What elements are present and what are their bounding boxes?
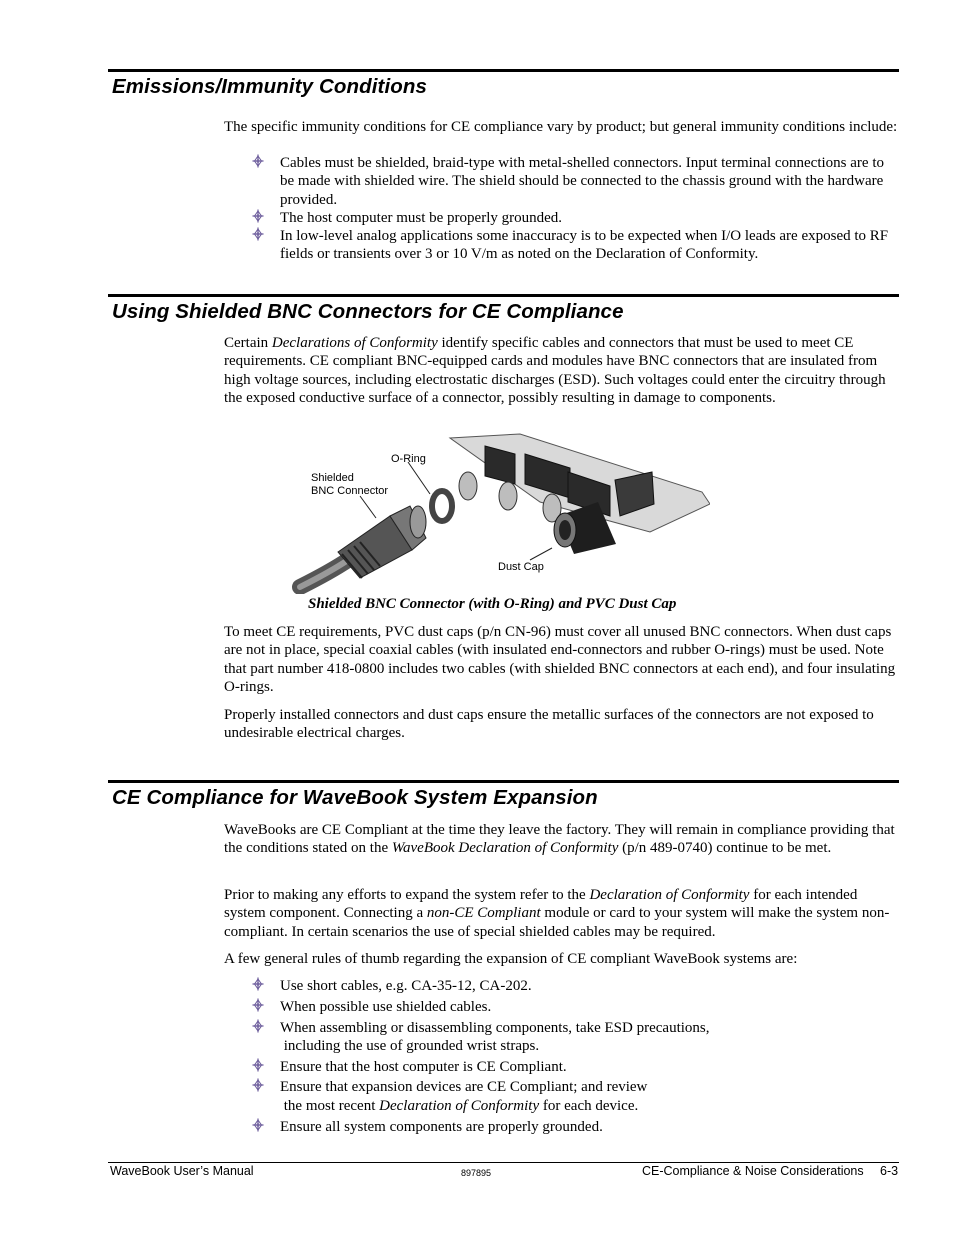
list-item-text: Ensure that expansion devices are CE Compliant; and review [280,1079,648,1096]
diamond-bullet-icon [252,1078,264,1092]
bullet-list [224,154,900,264]
label-shielded: Shielded [311,472,354,484]
diamond-bullet-icon [252,977,264,991]
list-item [224,1078,900,1115]
list-item-text: Ensure that the host computer is CE Compliant. [280,1058,567,1075]
list-item-text: Use short cables, e.g. CA-35-12, CA-202. [280,978,532,994]
paragraph: To meet CE requirements, PVC dust caps (p/n CN-96) must cover all unused BNC connectors. When dust caps are not in place, special coaxial cables (with insulated end-connectors and rubber O-rings) must be used. Note that part number 418-0800 includes two cables (with shielded BNC connectors at each end), and four insulating O-rings. [224,624,896,695]
list-item [224,998,900,1016]
diamond-bullet-icon [252,1058,264,1072]
paragraph: Prior to making any efforts to expand the system refer to the Declaration of Conformity for each intended system component. Connecting a non-CE Compliant module or card to your system will make the system non-compliant. In certain scenarios the use of special shielded cables may be required. [224,887,890,940]
label-bnc-connector: BNC Connector [311,485,389,497]
o-ring [432,491,452,521]
list-item-text: Ensure all system components are properly grounded. [280,1118,603,1135]
diamond-bullet-icon [252,1118,264,1132]
paragraph: Certain Declarations of Conformity identify specific cables and connectors that must be used to meet CE requirements. CE compliant BNC-equipped cards and modules have BNC connectors that are insulated from high voltage sources, including electrostatic discharges (ESD). Such voltages could enter the circuitry through the exposed conductive surface of a connector, possibly resulting in damage to components. [224,335,886,406]
diamond-bullet-icon [252,227,264,241]
diamond-bullet-icon [252,209,264,223]
shielded-bnc-cable [300,506,426,587]
section-heading-wavebook-expansion: CE Compliance for WaveBook System Expansion [112,786,598,809]
section-heading-shielded-bnc: Using Shielded BNC Connectors for CE Compliance [112,300,624,323]
paragraph: A few general rules of thumb regarding the expansion of CE compliant WaveBook systems are: [224,951,798,967]
list-item [224,227,900,264]
section-rule [108,69,899,72]
label-o-ring: O-Ring [391,453,426,465]
list-item-text: for each device. [539,1097,639,1114]
list-item-text: Declaration of Conformity [379,1097,540,1114]
footer-manual-title: WaveBook User’s Manual [110,1164,254,1178]
list-item-text: Cables must be shielded, braid-type with metal-shelled connectors. Input terminal connections are to be made with shielded wire. The shield should be connected to the chassis ground with the hardware provided. [280,155,884,208]
section-heading-emissions: Emissions/Immunity Conditions [112,75,427,98]
diamond-bullet-icon [252,998,264,1012]
list-item [224,1058,900,1076]
paragraph: Properly installed connectors and dust caps ensure the metallic surfaces of the connectors are not exposed to undesirable electrical charges. [224,707,874,742]
section-rule [108,780,899,783]
list-item-text: the most recent [280,1097,380,1114]
list-item [224,154,900,209]
diamond-bullet-icon [252,154,264,168]
section-rule [108,294,899,297]
footer-doc-number: 897895 [461,1168,492,1178]
paragraph: The specific immunity conditions for CE compliance vary by product; but general immunity conditions include: [224,119,898,135]
list-item-text: When possible use shielded cables. [280,998,492,1015]
footer-chapter-title: CE-Compliance & Noise Considerations [642,1164,864,1178]
paragraph: WaveBooks are CE Compliant at the time they leave the factory. They will remain in compliance providing that the conditions stated on the WaveBook Declaration of Conformity (p/n 489-0740) continue to be met. [224,822,895,857]
list-item [224,1118,900,1136]
list-item [224,977,900,995]
diamond-bullet-icon [252,1019,264,1033]
list-item-text: When assembling or disassembling components, take ESD precautions, [280,1019,710,1036]
label-dust-cap: Dust Cap [498,561,544,573]
figure-caption: Shielded BNC Connector (with O-Ring) and PVC Dust Cap [308,596,677,612]
list-item [224,209,900,227]
list-item [224,1019,900,1056]
list-item-text: In low-level analog applications some inaccuracy is to be expected when I/O leads are exposed to RF fields or transients over 3 or 10 V/m as noted on the Declaration of Conformity. [280,228,889,263]
footer-page-number: 6-3 [880,1164,899,1178]
bnc-connector-figure [290,432,710,594]
bullet-list [224,977,900,1136]
list-item-text: including the use of grounded wrist straps. [280,1037,540,1054]
list-item-text: The host computer must be properly grounded. [280,209,563,226]
footer-rule [108,1162,899,1163]
